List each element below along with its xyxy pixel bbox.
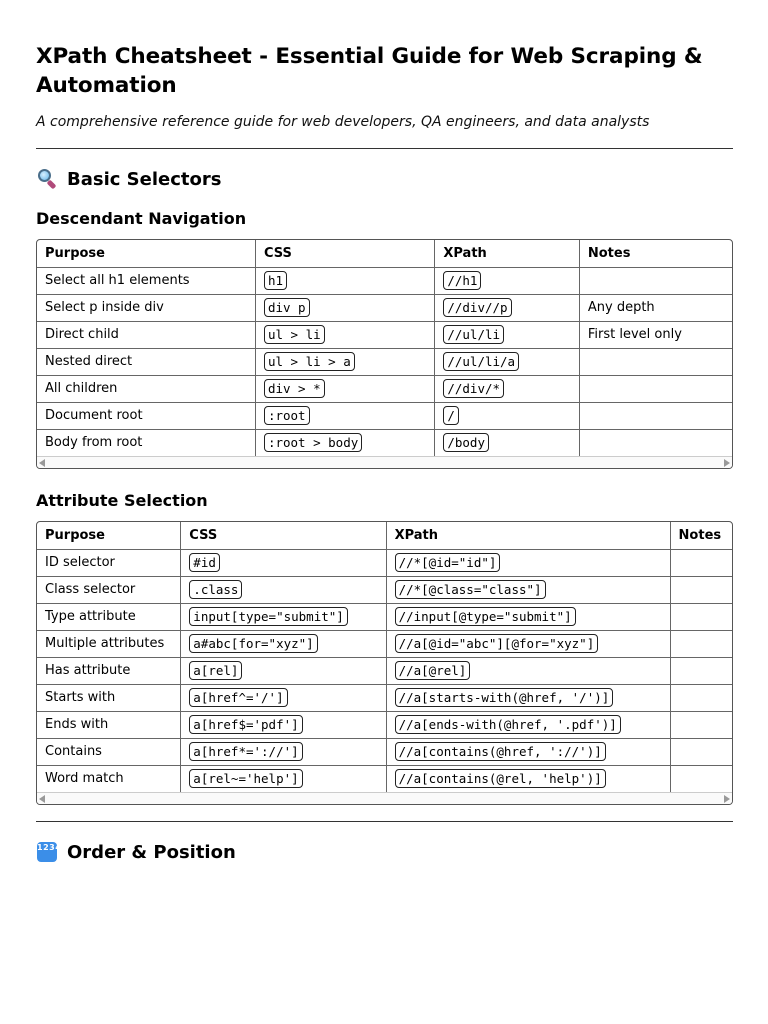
notes-cell bbox=[670, 657, 732, 684]
table-row bbox=[37, 657, 732, 684]
column-header: Notes bbox=[579, 240, 732, 267]
xpath-code: //div/* bbox=[443, 379, 504, 398]
xpath-code: //a[@id="abc"][@for="xyz"] bbox=[395, 634, 599, 653]
xpath-code: //ul/li bbox=[443, 325, 504, 344]
css-cell bbox=[255, 321, 434, 348]
notes-cell bbox=[670, 765, 732, 792]
section-heading-label: Order & Position bbox=[67, 841, 236, 863]
table-row bbox=[37, 429, 732, 456]
section-heading-label: Basic Selectors bbox=[67, 168, 222, 190]
css-code: :root > body bbox=[264, 433, 362, 452]
table-row bbox=[37, 603, 732, 630]
css-code: h1 bbox=[264, 271, 287, 290]
css-code: #id bbox=[189, 553, 220, 572]
horizontal-scrollbar[interactable] bbox=[37, 792, 732, 804]
scroll-left-icon[interactable] bbox=[39, 795, 45, 803]
section-heading-basic-selectors bbox=[36, 168, 221, 190]
purpose-cell: Document root bbox=[37, 402, 255, 429]
xpath-cell bbox=[386, 576, 670, 603]
css-code: a[href$='pdf'] bbox=[189, 715, 302, 734]
table-row bbox=[37, 684, 732, 711]
purpose-cell: Type attribute bbox=[37, 603, 181, 630]
column-header: CSS bbox=[255, 240, 434, 267]
notes-cell bbox=[670, 711, 732, 738]
css-code: a[href*='://'] bbox=[189, 742, 302, 761]
css-code: ul > li > a bbox=[264, 352, 355, 371]
table-row bbox=[37, 576, 732, 603]
purpose-cell: Nested direct bbox=[37, 348, 255, 375]
notes-cell bbox=[579, 429, 732, 456]
purpose-cell: Ends with bbox=[37, 711, 181, 738]
notes-cell bbox=[670, 576, 732, 603]
xpath-code: //a[starts-with(@href, '/')] bbox=[395, 688, 614, 707]
css-cell bbox=[255, 294, 434, 321]
notes-cell bbox=[670, 684, 732, 711]
css-code: a[rel~='help'] bbox=[189, 769, 302, 788]
xpath-code: //a[contains(@rel, 'help')] bbox=[395, 769, 606, 788]
purpose-cell: Body from root bbox=[37, 429, 255, 456]
input-numbers-icon: 1234 bbox=[36, 841, 58, 863]
css-cell bbox=[181, 603, 386, 630]
xpath-cell bbox=[386, 657, 670, 684]
css-code: :root bbox=[264, 406, 310, 425]
divider bbox=[36, 148, 733, 149]
notes-cell: Any depth bbox=[579, 294, 732, 321]
css-code: a[href^='/'] bbox=[189, 688, 287, 707]
purpose-cell: Select all h1 elements bbox=[37, 267, 255, 294]
column-header: Purpose bbox=[37, 240, 255, 267]
purpose-cell: Direct child bbox=[37, 321, 255, 348]
css-cell bbox=[255, 348, 434, 375]
css-cell bbox=[255, 402, 434, 429]
table-row bbox=[37, 294, 732, 321]
scroll-right-icon[interactable] bbox=[724, 795, 730, 803]
css-cell bbox=[181, 765, 386, 792]
xpath-code: //div//p bbox=[443, 298, 511, 317]
column-header: Purpose bbox=[37, 522, 181, 549]
xpath-code: //a[@rel] bbox=[395, 661, 471, 680]
xpath-code: / bbox=[443, 406, 459, 425]
table-row bbox=[37, 630, 732, 657]
table-row bbox=[37, 402, 732, 429]
purpose-cell: Contains bbox=[37, 738, 181, 765]
descendant-navigation-table bbox=[36, 239, 733, 469]
notes-cell bbox=[670, 549, 732, 576]
xpath-cell bbox=[435, 267, 580, 294]
notes-cell: First level only bbox=[579, 321, 732, 348]
table-row bbox=[37, 267, 732, 294]
css-cell bbox=[181, 549, 386, 576]
column-header: XPath bbox=[435, 240, 580, 267]
xpath-code: //*[@id="id"] bbox=[395, 553, 501, 572]
notes-cell bbox=[670, 603, 732, 630]
scroll-right-icon[interactable] bbox=[724, 459, 730, 467]
xpath-cell bbox=[435, 348, 580, 375]
table-row bbox=[37, 549, 732, 576]
attribute-selection-table bbox=[36, 521, 733, 805]
column-header: CSS bbox=[181, 522, 386, 549]
css-cell bbox=[255, 267, 434, 294]
xpath-cell bbox=[386, 603, 670, 630]
css-cell bbox=[181, 684, 386, 711]
xpath-cell bbox=[435, 429, 580, 456]
subsection-heading-descendant-navigation: Descendant Navigation bbox=[36, 209, 247, 228]
xpath-cell bbox=[386, 738, 670, 765]
scroll-left-icon[interactable] bbox=[39, 459, 45, 467]
section-heading-order-position bbox=[36, 841, 236, 863]
page-subtitle: A comprehensive reference guide for web developers, QA engineers, and data analysts bbox=[36, 114, 650, 130]
xpath-cell bbox=[386, 549, 670, 576]
purpose-cell: Word match bbox=[37, 765, 181, 792]
css-cell bbox=[181, 630, 386, 657]
purpose-cell: Starts with bbox=[37, 684, 181, 711]
xpath-cell bbox=[386, 711, 670, 738]
css-cell bbox=[181, 711, 386, 738]
xpath-cell bbox=[386, 765, 670, 792]
css-code: a#abc[for="xyz"] bbox=[189, 634, 317, 653]
horizontal-scrollbar[interactable] bbox=[37, 456, 732, 468]
css-cell bbox=[255, 429, 434, 456]
table-row bbox=[37, 348, 732, 375]
notes-cell bbox=[670, 630, 732, 657]
notes-cell bbox=[579, 402, 732, 429]
xpath-code: //a[ends-with(@href, '.pdf')] bbox=[395, 715, 621, 734]
xpath-cell bbox=[435, 402, 580, 429]
notes-cell bbox=[670, 738, 732, 765]
css-cell bbox=[181, 657, 386, 684]
table-row bbox=[37, 738, 732, 765]
notes-cell bbox=[579, 348, 732, 375]
css-code: .class bbox=[189, 580, 242, 599]
xpath-code: //input[@type="submit"] bbox=[395, 607, 576, 626]
subsection-heading-attribute-selection: Attribute Selection bbox=[36, 491, 208, 510]
xpath-code: //ul/li/a bbox=[443, 352, 519, 371]
table-header-row bbox=[37, 522, 732, 549]
purpose-cell: Select p inside div bbox=[37, 294, 255, 321]
css-cell bbox=[255, 375, 434, 402]
purpose-cell: Class selector bbox=[37, 576, 181, 603]
css-cell bbox=[181, 576, 386, 603]
xpath-cell bbox=[435, 375, 580, 402]
xpath-code: //*[@class="class"] bbox=[395, 580, 546, 599]
column-header: Notes bbox=[670, 522, 732, 549]
table-row bbox=[37, 375, 732, 402]
css-code: input[type="submit"] bbox=[189, 607, 348, 626]
page-title: XPath Cheatsheet - Essential Guide for Web Scraping & Automation bbox=[36, 44, 703, 98]
table-row bbox=[37, 765, 732, 792]
purpose-cell: Multiple attributes bbox=[37, 630, 181, 657]
column-header: XPath bbox=[386, 522, 670, 549]
purpose-cell: ID selector bbox=[37, 549, 181, 576]
css-code: div p bbox=[264, 298, 310, 317]
table-row bbox=[37, 321, 732, 348]
magnifying-glass-icon bbox=[36, 168, 58, 190]
css-cell bbox=[181, 738, 386, 765]
xpath-cell bbox=[435, 321, 580, 348]
notes-cell bbox=[579, 375, 732, 402]
css-code: a[rel] bbox=[189, 661, 242, 680]
xpath-code: /body bbox=[443, 433, 489, 452]
xpath-cell bbox=[386, 630, 670, 657]
xpath-cell bbox=[386, 684, 670, 711]
css-code: ul > li bbox=[264, 325, 325, 344]
xpath-code: //h1 bbox=[443, 271, 481, 290]
divider bbox=[36, 821, 733, 822]
table-row bbox=[37, 711, 732, 738]
css-code: div > * bbox=[264, 379, 325, 398]
table-header-row bbox=[37, 240, 732, 267]
xpath-code: //a[contains(@href, '://')] bbox=[395, 742, 606, 761]
notes-cell bbox=[579, 267, 732, 294]
purpose-cell: All children bbox=[37, 375, 255, 402]
purpose-cell: Has attribute bbox=[37, 657, 181, 684]
xpath-cell bbox=[435, 294, 580, 321]
